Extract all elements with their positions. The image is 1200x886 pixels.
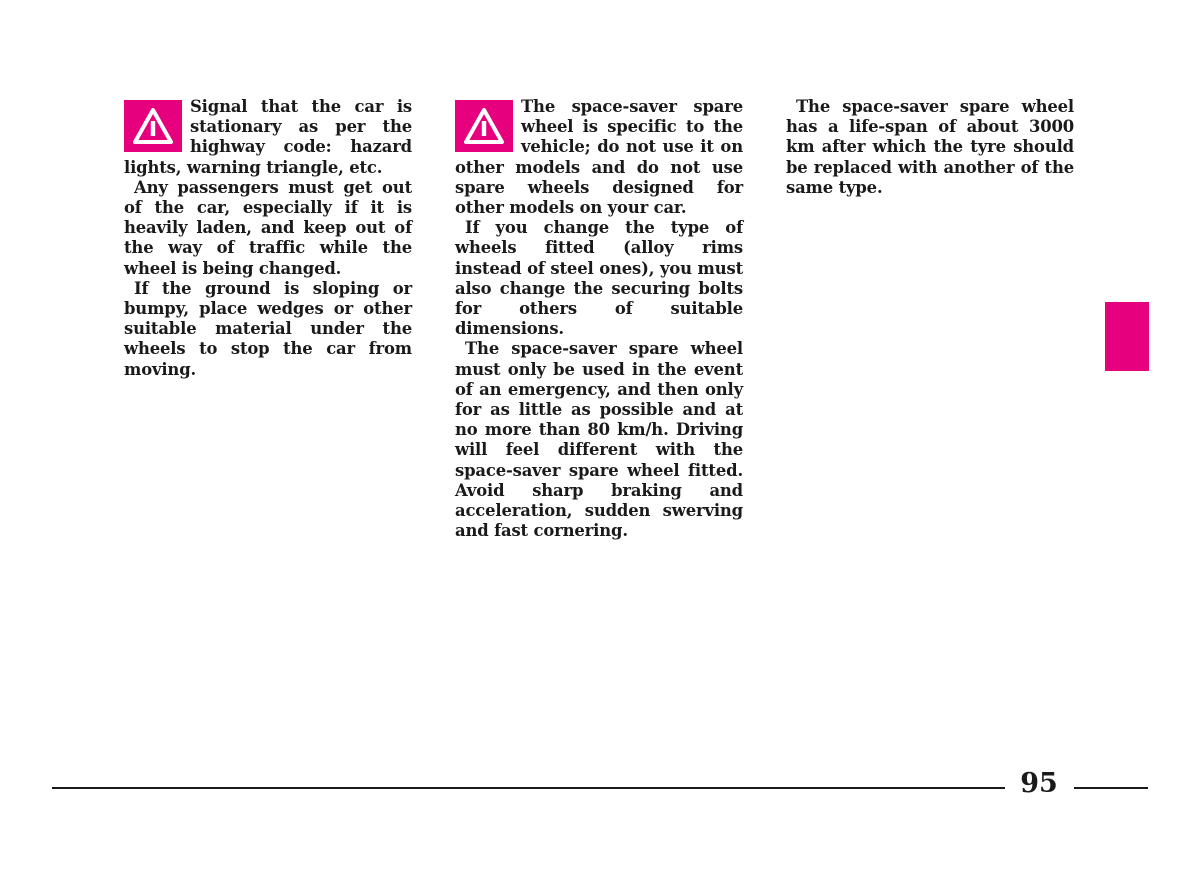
footer-rule-right	[1074, 787, 1148, 789]
section-thumb-tab	[1105, 302, 1149, 371]
paragraph: The space-saver spare wheel must only be used in the event of an emergency, and then only for as little as possible and at no more than 80 km/h. Driving will feel different with the space-saver spare wheel fitted. Avoid sharp braking and acceleration, sudden swerving and fast cornering.	[455, 339, 743, 541]
paragraph: The space-saver spare wheel is specific to the vehicle; do not use it on other models and do not use spare wheels designed for other models on your car.	[455, 97, 743, 218]
text-column-right	[786, 97, 1074, 198]
paragraph: Any passengers must get out of the car, especially if it is heavily laden, and keep out of the way of traffic while the wheel is being changed.	[124, 177, 412, 278]
paragraph: The space-saver spare wheel has a life-span of about 3000 km after which the tyre should be replaced with another of the same type.	[786, 97, 1074, 197]
warning-triangle-icon	[455, 100, 513, 152]
text-column-middle	[455, 97, 743, 541]
warning-triangle-icon	[124, 100, 182, 152]
paragraph: If the ground is sloping or bumpy, place wedges or other suitable material under the wheels to stop the car from moving.	[124, 278, 412, 379]
paragraph: If you change the type of wheels fitted (alloy rims instead of steel ones), you must also change the securing bolts for others of suitable dimensions.	[455, 218, 743, 339]
footer-rule-left	[52, 787, 1005, 789]
text-column-left	[124, 97, 412, 380]
paragraph: Signal that the car is stationary as per the highway code: hazard lights, warning triangle, etc.	[124, 97, 412, 177]
page-number: 95	[1020, 768, 1058, 799]
